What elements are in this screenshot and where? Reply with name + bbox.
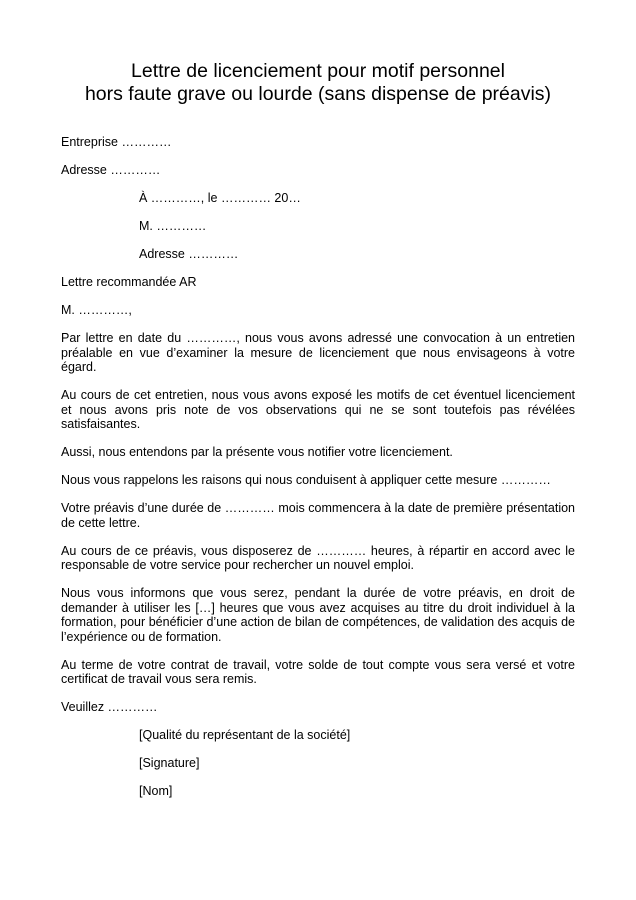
name-placeholder: [Nom] xyxy=(139,784,173,798)
letter-title xyxy=(61,60,575,106)
paragraph-job-search-hours: Au cours de ce préavis, vous disposerez de ………… heures, à répartir en accord avec le responsable de votre service pour rechercher un nouvel emploi. xyxy=(61,543,575,572)
signatory-quality: [Qualité du représentant de la société] xyxy=(139,728,351,742)
place-date: À …………, le ………… 20… xyxy=(139,191,301,205)
recipient-address: Adresse ………… xyxy=(139,247,239,261)
title-line-1: Lettre de licenciement pour motif personnel xyxy=(131,60,505,82)
recipient-name: M. ………… xyxy=(139,219,207,233)
salutation: M. …………, xyxy=(61,303,132,317)
title-line-2: hors faute grave ou lourde (sans dispense de préavis) xyxy=(84,83,552,105)
paragraph-training-rights: Nous vous informons que vous serez, pendant la durée de votre préavis, en droit de demander à utiliser les […] heures que vous avez acquises au titre du droit individuel à la formation, pour bénéficier d’une action de bilan de compétences, de validation des acquis de l’expérience ou de formation. xyxy=(61,586,575,644)
paragraph-reasons: Nous vous rappelons les raisons qui nous conduisent à appliquer cette mesure ………… xyxy=(61,473,551,487)
paragraph-final-settlement: Au terme de votre contrat de travail, votre solde de tout compte vous sera versé et votre certificat de travail vous sera remis. xyxy=(61,657,575,686)
paragraph-notice-period: Votre préavis d’une durée de ………… mois commencera à la date de première présentation de cette lettre. xyxy=(61,501,575,530)
company-name: Entreprise ………… xyxy=(61,135,172,149)
signature-placeholder: [Signature] xyxy=(139,756,200,770)
company-address: Adresse ………… xyxy=(61,163,161,177)
mail-type: Lettre recommandée AR xyxy=(61,275,197,289)
closing-formula: Veuillez ………… xyxy=(61,700,158,714)
paragraph-convocation: Par lettre en date du …………, nous vous avons adressé une convocation à un entretien préalable en vue d’examiner la mesure de licenciement que nous envisageons à votre égard. xyxy=(61,331,575,374)
paragraph-interview: Au cours de cet entretien, nous vous avons exposé les motifs de cet éventuel licenciement et nous avons pris note de vos observations qui ne se sont toutefois pas révélées satisfaisantes. xyxy=(61,388,575,431)
paragraph-notification: Aussi, nous entendons par la présente vous notifier votre licenciement. xyxy=(61,445,453,459)
